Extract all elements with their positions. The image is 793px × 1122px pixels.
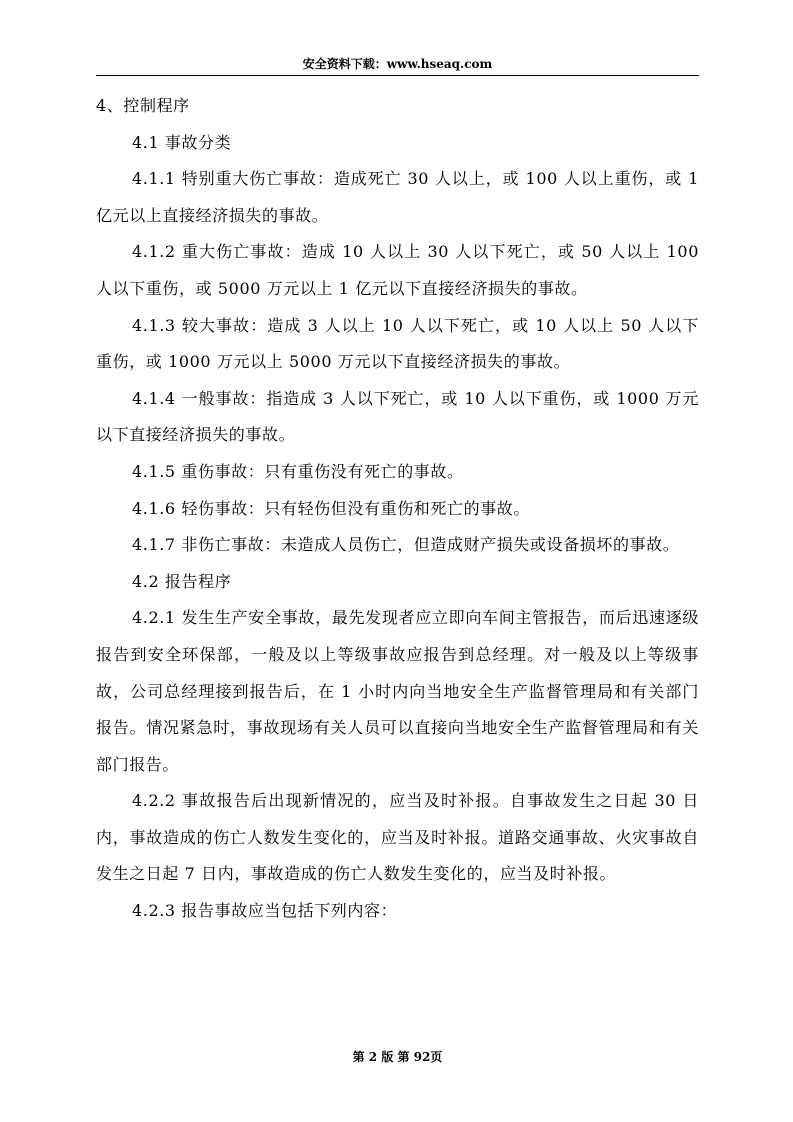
paragraph: 4.2.2 事故报告后出现新情况的，应当及时补报。自事故发生之日起 30 日内，事故造成的伤亡人数发生变化的，应当及时补报。道路交通事故、火灾事故自发生之日起 7 日内，事故造成的伤亡人数发生变化的，应当及时补报。	[96, 791, 699, 884]
page-footer: 第 2 版 第 92页	[352, 1050, 443, 1064]
subsection-heading: 4.2 报告程序	[132, 571, 232, 591]
paragraph: 4.1.5 重伤事故：只有重伤没有死亡的事故。	[132, 461, 464, 481]
header-divider	[96, 75, 699, 76]
paragraph: 4.1.4 一般事故：指造成 3 人以下死亡，或 10 人以下重伤，或 1000 万元以下直接经济损失的事故。	[96, 388, 699, 445]
document-body	[96, 88, 699, 930]
subsection-heading: 4.1 事故分类	[132, 132, 232, 152]
paragraph: 4.1.1 特别重大伤亡事故：造成死亡 30 人以上，或 100 人以上重伤，或 1 亿元以上直接经济损失的事故。	[96, 169, 699, 225]
paragraph: 4.1.6 轻伤事故：只有轻伤但没有重伤和死亡的事故。	[132, 498, 530, 518]
paragraph: 4.1.3 较大事故：造成 3 人以上 10 人以下死亡，或 10 人以上 50 人以下重伤，或 1000 万元以上 5000 万元以下直接经济损失的事故。	[96, 315, 699, 372]
paragraph: 4.1.2 重大伤亡事故：造成 10 人以上 30 人以下死亡，或 50 人以上 100 人以下重伤，或 5000 万元以上 1 亿元以下直接经济损失的事故。	[96, 242, 699, 298]
paragraph: 4.2.3 报告事故应当包括下列内容：	[132, 901, 398, 921]
paragraph: 4.1.7 非伤亡事故：未造成人员伤亡，但造成财产损失或设备损坏的事故。	[132, 535, 680, 555]
page-header: 安全资料下载：www.hseaq.com	[302, 57, 493, 71]
section-heading: 4、控制程序	[96, 96, 190, 115]
paragraph: 4.2.1 发生生产安全事故，最先发现者应立即向车间主管报告，而后迅速逐级报告到安全环保部，一般及以上等级事故应报告到总经理。对一般及以上等级事故，公司总经理接到报告后，在 1 小时内向当地安全生产监督管理局和有关部门报告。情况紧急时，事故现场有关人员可以直接向当地安全生产监督管理局和有关部门报告。	[96, 608, 699, 774]
